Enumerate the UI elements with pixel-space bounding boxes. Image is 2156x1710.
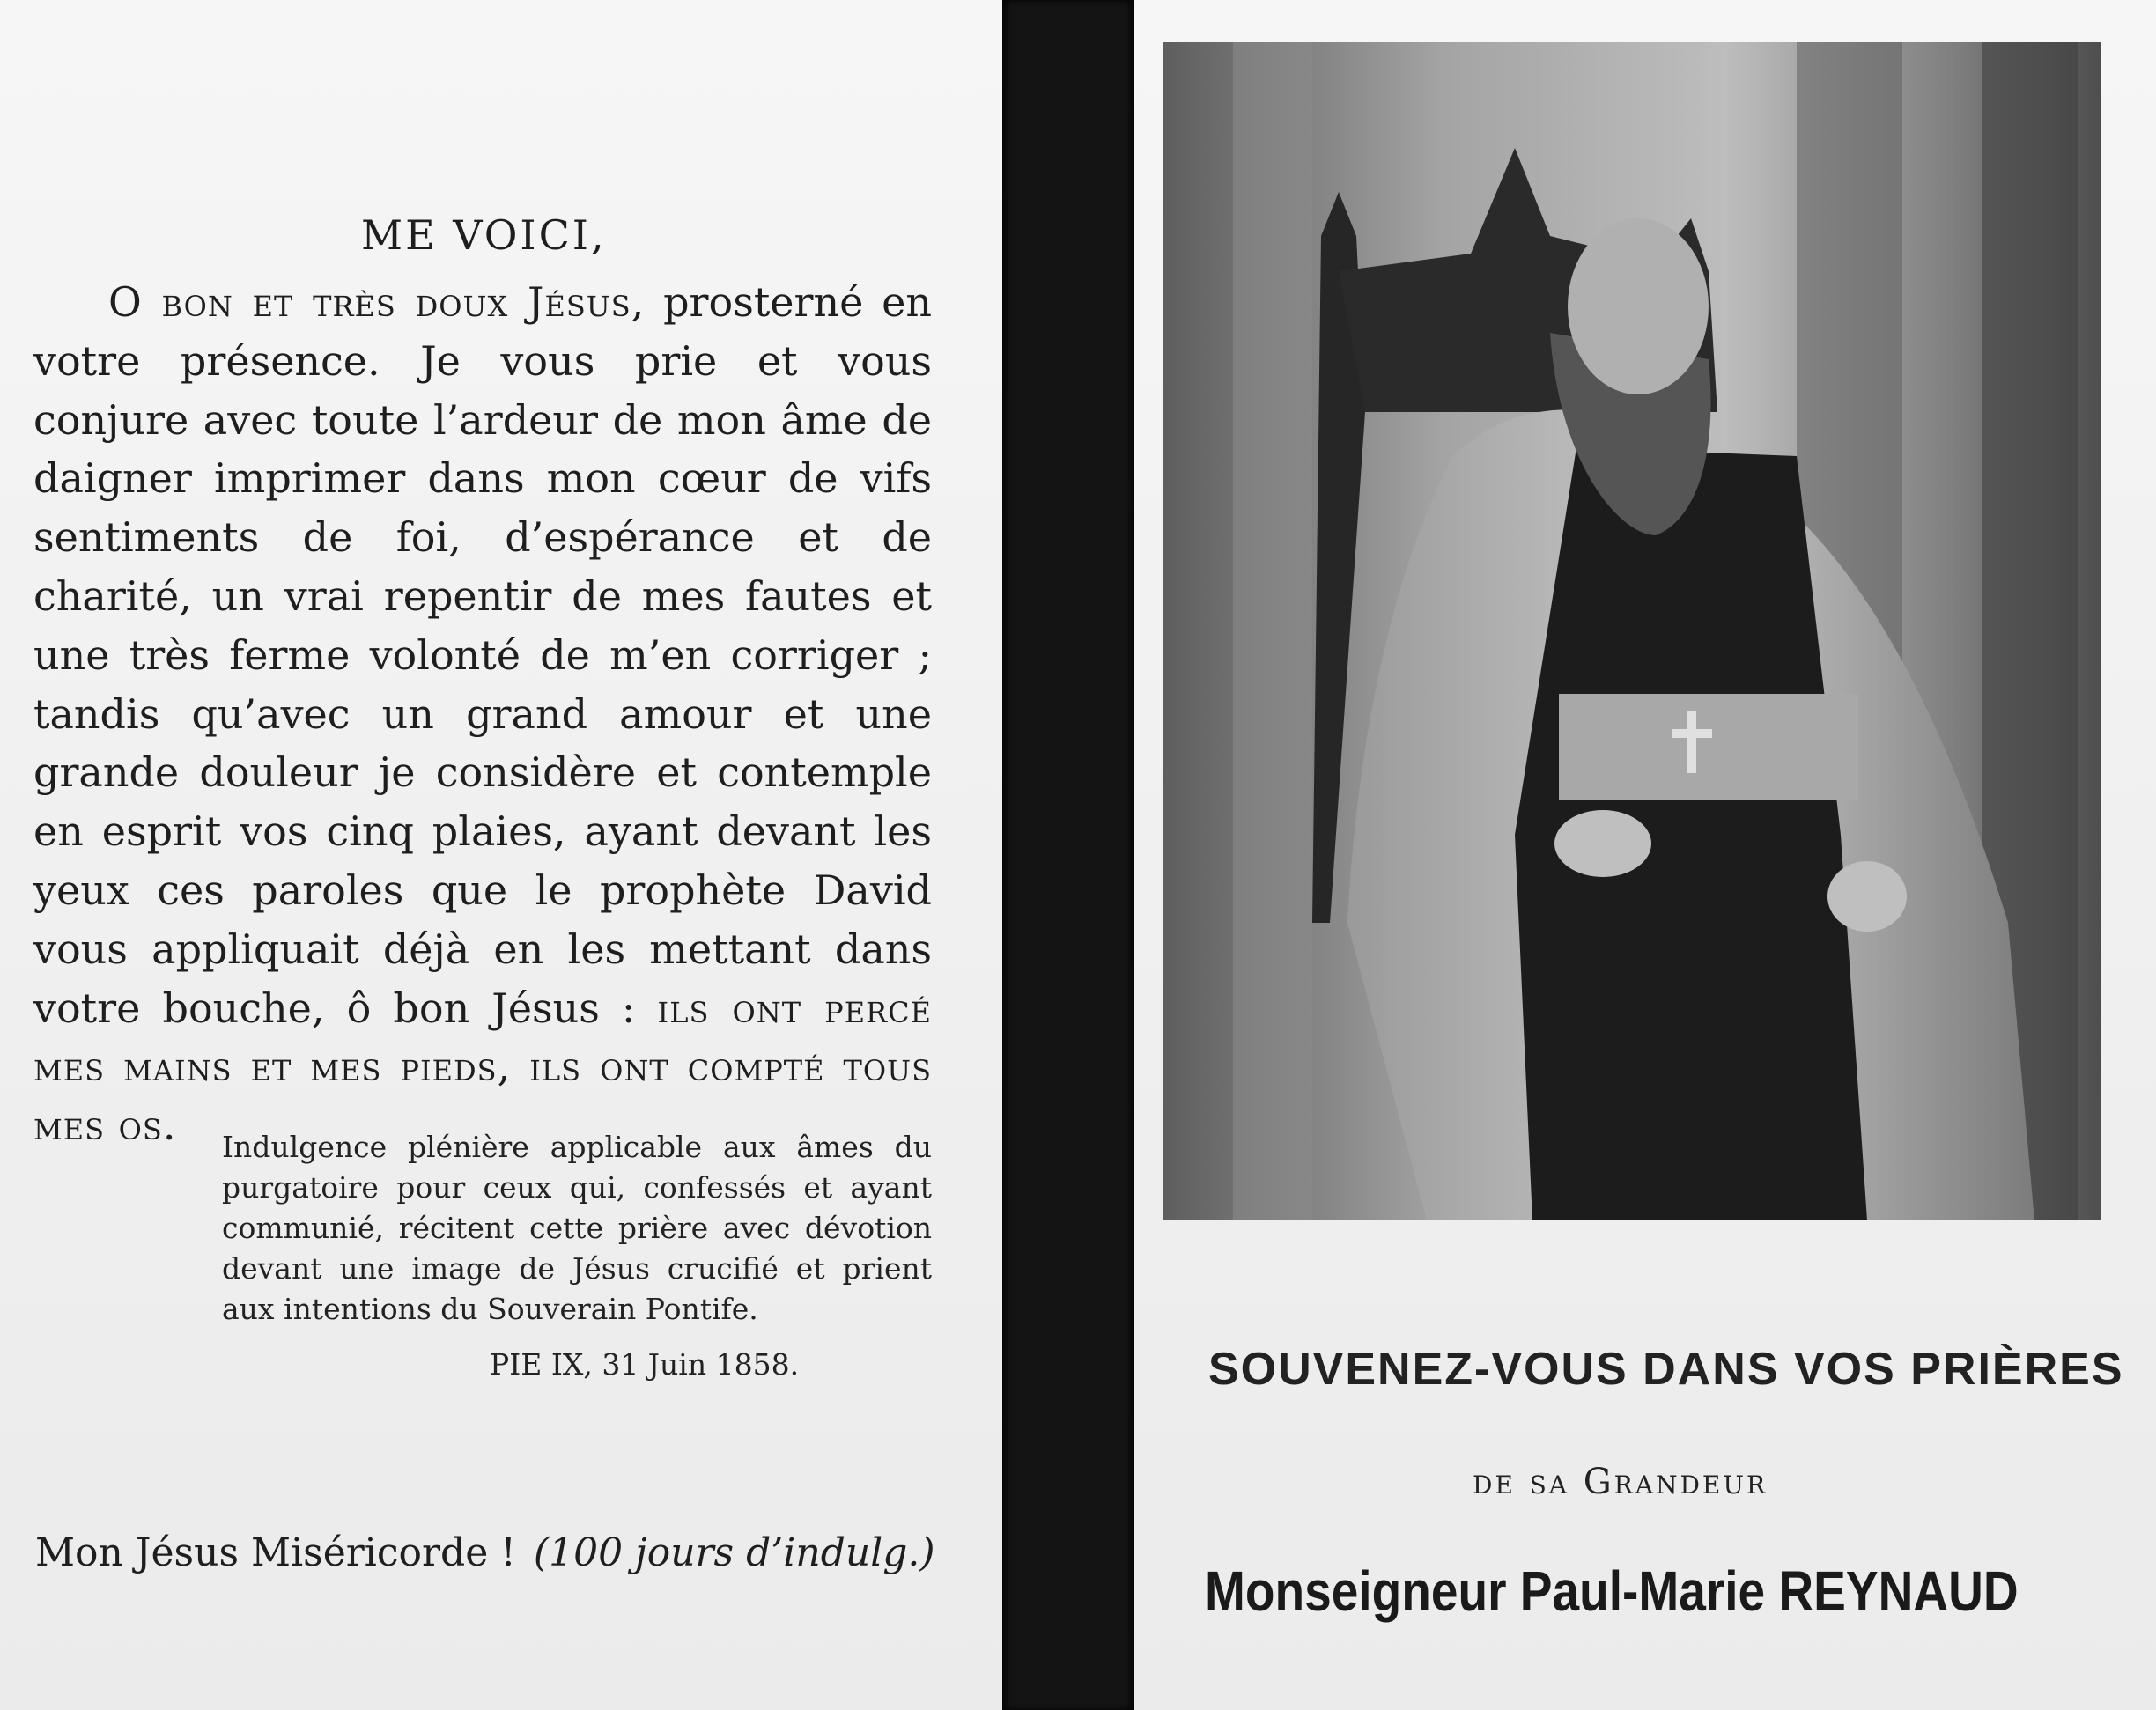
- bishop-portrait-photo: [1163, 42, 2101, 1220]
- bishop-name: Monseigneur Paul-Marie REYNAUD: [1205, 1559, 2019, 1623]
- mourning-band: [1002, 0, 1134, 1710]
- prayer-text: prosterné en votre présence. Je vous prie et vous conjure avec toute l’ardeur de mon âme de daigner imprimer dans mon cœur de vifs sentiments de foi, d’espérance et de charité, un vrai repentir de mes fautes et une très ferme volonté de m’en corriger ; tandis qu’avec un grand amour et une grande douleur je considère et contemple en esprit vos cinq plaies, ayant devant les yeux ces paroles que le prophète David vous appliquait déjà en les mettant dans votre bouche, ô bon Jésus :: [33, 278, 933, 1032]
- portrait-illustration: [1163, 42, 2101, 1220]
- prayer-quote: ils ont percé mes mains et mes pieds, ils ont compté tous mes os.: [33, 984, 932, 1150]
- prayer-body: [33, 273, 932, 1155]
- indulgence-note: Indulgence plénière applicable aux âmes du purgatoire pour ceux qui, confessés et ayant communié, récitent cette prière avec dévotion devant une image de Jésus crucifié et prient aux intentions du Souverain Pontife.: [222, 1130, 932, 1326]
- prayer-title: ME VOICI,: [361, 211, 607, 259]
- ejaculatory-prayer: [35, 1530, 935, 1575]
- pope-signature: PIE IX, 31 Juin 1858.: [490, 1347, 800, 1382]
- ejaculatory-indulgence: (100 jours d’indulg.): [533, 1530, 935, 1575]
- grandeur-subtitle: de sa Grandeur: [1473, 1462, 1768, 1502]
- prayer-opening: O bon et très doux Jésus,: [108, 278, 646, 326]
- remember-heading: SOUVENEZ-VOUS DANS VOS PRIÈRES: [1208, 1344, 2124, 1395]
- ejaculatory-text: Mon Jésus Miséricorde !: [35, 1530, 516, 1575]
